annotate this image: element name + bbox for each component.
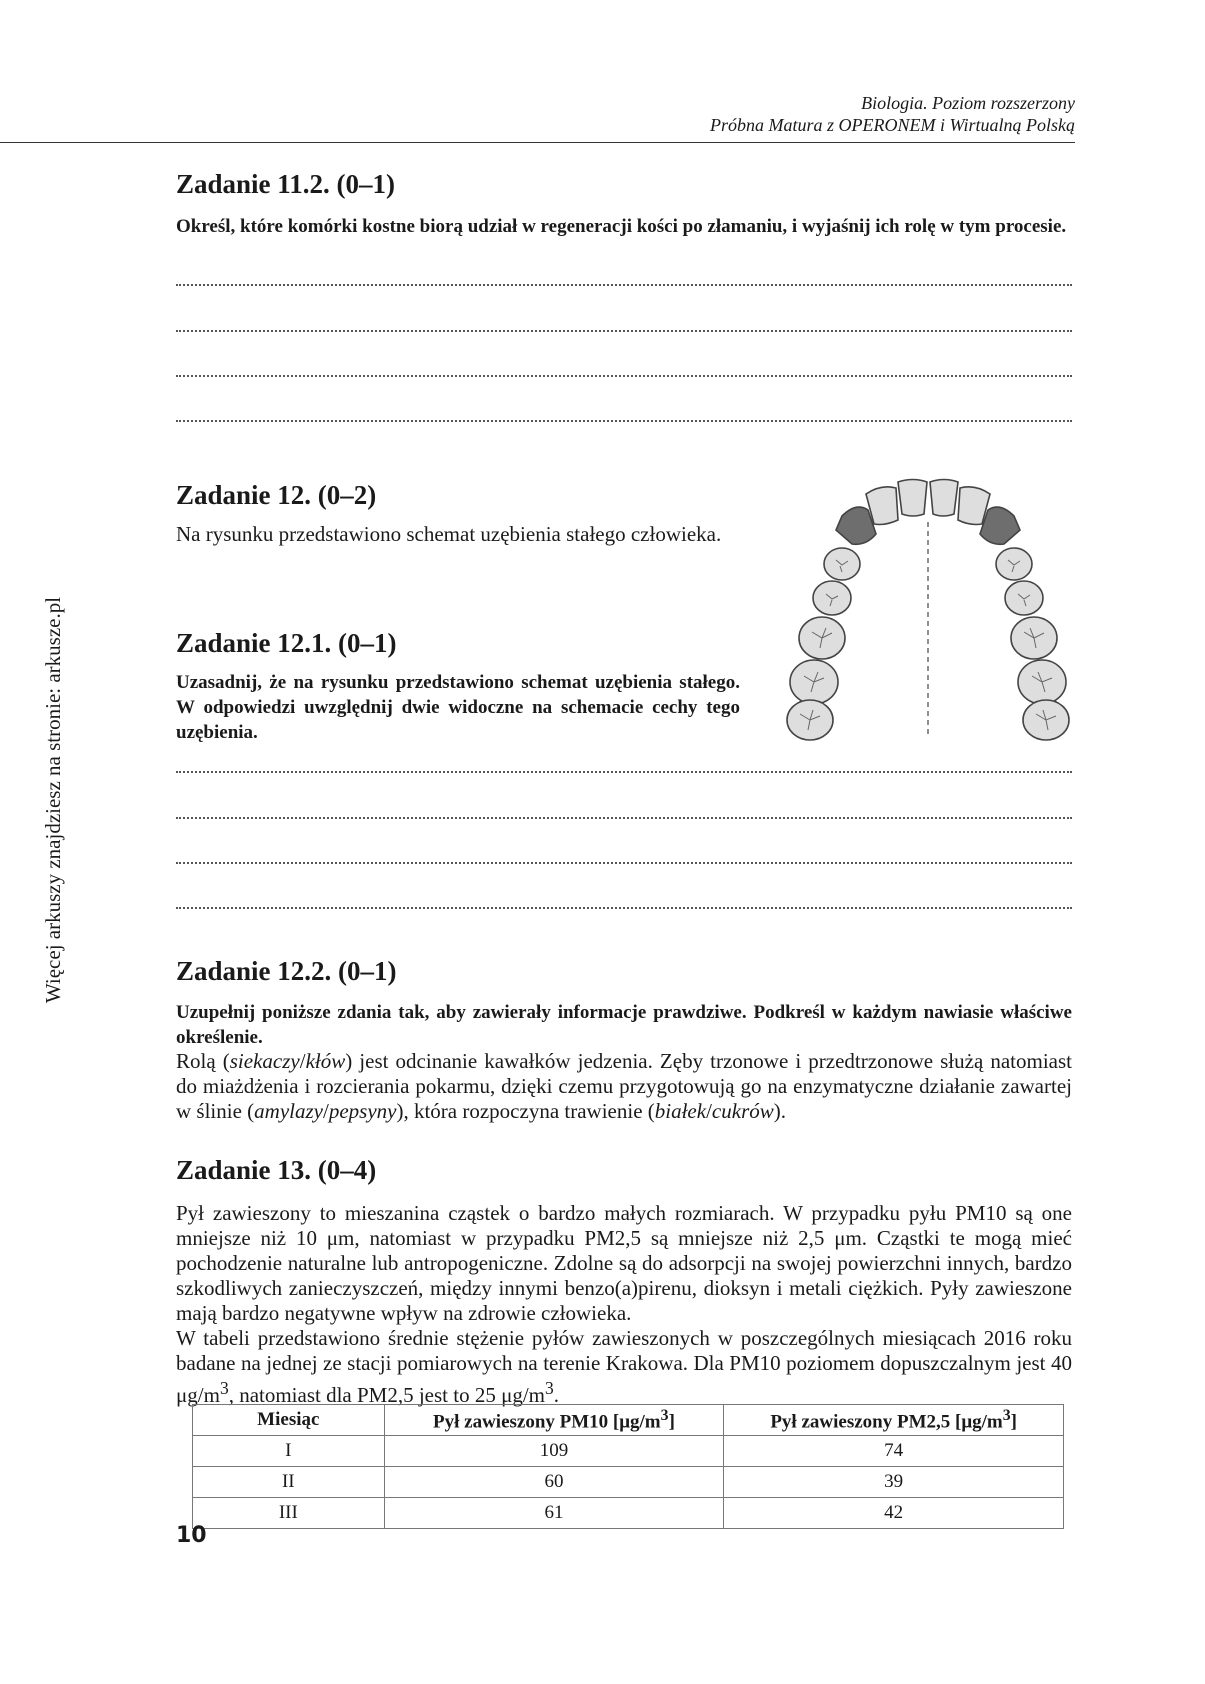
cell-month: I (193, 1436, 385, 1467)
header-line-2: Próbna Matura z OPERONEM i Wirtualną Polską (710, 115, 1075, 135)
canine-tooth (980, 507, 1020, 544)
cell-pm25: 74 (724, 1436, 1064, 1467)
task-12-title: Zadanie 12. (0–2) (176, 480, 377, 510)
cell-pm10: 109 (384, 1436, 724, 1467)
answer-line[interactable] (176, 420, 1072, 422)
cell-pm10: 60 (384, 1467, 724, 1498)
premolar-tooth (996, 548, 1032, 580)
answer-line[interactable] (176, 284, 1072, 286)
table-row (193, 1498, 1064, 1529)
answer-line[interactable] (176, 330, 1072, 332)
header-month: Miesiąc (193, 1405, 385, 1436)
incisor-tooth (898, 480, 927, 517)
answer-line[interactable] (176, 817, 1072, 819)
premolar-tooth (813, 581, 851, 615)
header-pm10: Pył zawieszony PM10 $[\mu g/m^3]$ (384, 1405, 724, 1436)
answer-line[interactable] (176, 862, 1072, 864)
header-line-1: Biologia. Poziom rozszerzony (861, 93, 1075, 113)
pollution-table (192, 1404, 1064, 1529)
option-amylazy[interactable]: amylazy (254, 1099, 323, 1123)
table-row (193, 1467, 1064, 1498)
answer-line[interactable] (176, 907, 1072, 909)
task-12-2-sentence: Rolą (siekaczy/kłów) jest odcinanie kawałków jedzenia. Zęby trzonowe i przedtrzonowe służą natomiast do miażdżenia i rozcierania pokarmu, dzięki czemu przygotowują go na enzymatyczne działanie zawartej w ślinie (amylazy/pepsyny), która rozpoczyna trawienie (białek/cukrów). (176, 1049, 1073, 1123)
option-pepsyny[interactable]: pepsyny (328, 1099, 397, 1123)
page-header (0, 92, 1075, 136)
option-cukrow[interactable]: cukrów (711, 1099, 774, 1123)
answer-line[interactable] (176, 771, 1072, 773)
page-number: 10 (176, 1523, 207, 1548)
task-12-1-title: Zadanie 12.1. (0–1) (176, 628, 397, 658)
task-12-text: Na rysunku przedstawiono schemat uzębienia stałego człowieka. (176, 522, 722, 546)
incisor-tooth (930, 480, 958, 517)
side-advert-text: Więcej arkuszy znajdziesz na stronie: arkusze.pl (41, 596, 65, 1004)
option-siekaczy[interactable]: siekaczy (229, 1049, 300, 1073)
task-11-2-title: Zadanie 11.2. (0–1) (176, 169, 396, 199)
cell-pm10: 61 (384, 1498, 724, 1529)
header-divider (0, 142, 1075, 143)
task-13-paragraph-2: W tabeli przedstawiono średnie stężenie pyłów zawieszonych w poszczególnych miesiącach 2016 roku badane na jednej ze stacji pomiarowych na terenie Krakowa. Dla PM10 poziomem dopuszczalnym jest 40 $\mu g/m^3$, natomiast dla PM2,5 jest to 25 $\mu g/m^3$. (176, 1326, 1072, 1407)
permanent-dentition-diagram (770, 472, 1070, 742)
cell-pm25: 42 (724, 1498, 1064, 1529)
canine-tooth (836, 507, 876, 544)
answer-line[interactable] (176, 375, 1072, 377)
cell-month: III (193, 1498, 385, 1529)
cell-pm25: 39 (724, 1467, 1064, 1498)
task-12-1-instruction: Uzasadnij, że na rysunku przedstawiono schemat uzębienia stałego. W odpowiedzi uwzględnij dwie widoczne na schemacie cechy tego uzębienia. (176, 672, 740, 743)
cell-month: II (193, 1467, 385, 1498)
premolar-tooth (1005, 581, 1043, 615)
header-pm25: Pył zawieszony PM2,5 $[\mu g/m^3]$ (724, 1405, 1064, 1436)
option-bialek[interactable]: białek (654, 1099, 707, 1123)
option-klow[interactable]: kłów (305, 1049, 346, 1073)
table-header-row (193, 1405, 1064, 1436)
task-13-paragraph-1: Pył zawieszony to mieszanina cząstek o bardzo małych rozmiarach. W przypadku pyłu PM10 są one mniejsze niż 10 μm, natomiast w przypadku PM2,5 są mniejsze niż 2,5 μm. Cząstki te mogą mieć pochodzenie naturalne lub antropogeniczne. Zdolne są do adsorpcji na swojej powierzchni innych, bardzo szkodliwych zanieczyszczeń, między innymi benzo(a)pirenu, dioksyn i metali ciężkich. Pyły zawieszone mają bardzo negatywne wpływ na zdrowie człowieka. (176, 1201, 1072, 1325)
premolar-tooth (824, 548, 860, 580)
task-13-title: Zadanie 13. (0–4) (176, 1155, 377, 1185)
task-12-2-title: Zadanie 12.2. (0–1) (176, 956, 397, 986)
task-11-2-instruction: Określ, które komórki kostne biorą udział w regeneracji kości po złamaniu, i wyjaśnij ich rolę w tym procesie. (176, 216, 1067, 237)
task-12-2-instruction: Uzupełnij poniższe zdania tak, aby zawierały informacje prawdziwe. Podkreśl w każdym nawiasie właściwe określenie. (176, 1002, 1072, 1048)
table-row (193, 1436, 1064, 1467)
